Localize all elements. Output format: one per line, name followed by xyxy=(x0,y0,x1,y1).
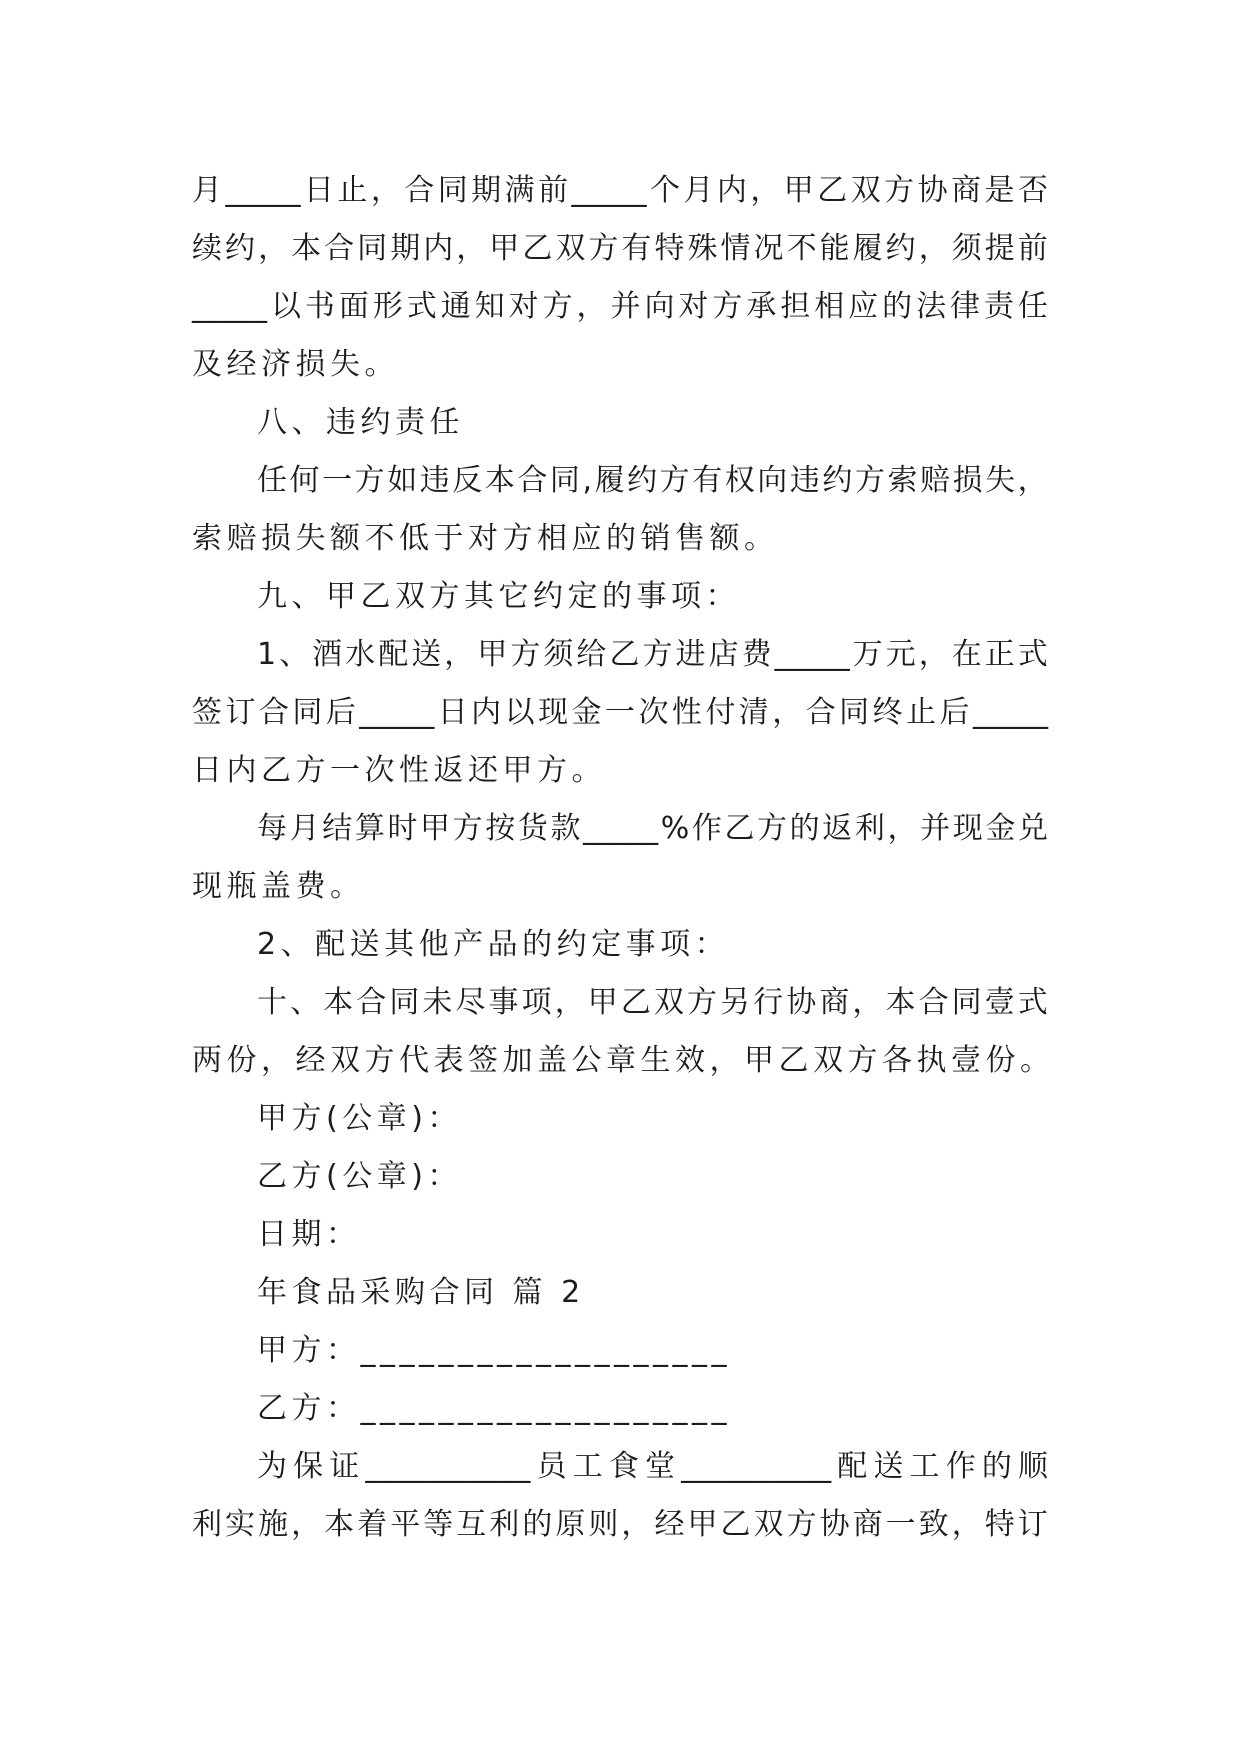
glyph: 协 xyxy=(819,1507,850,1542)
glyph: ， xyxy=(554,985,585,1020)
glyph: 费 xyxy=(741,637,772,672)
text-line: 甲方：___________________ xyxy=(257,1333,731,1368)
text-line xyxy=(192,220,1048,278)
glyph: 万 xyxy=(852,637,883,672)
glyph: 乙 xyxy=(620,985,651,1020)
glyph: 金 xyxy=(571,695,602,730)
glyph: _____ xyxy=(192,289,267,324)
glyph: 违 xyxy=(789,463,820,498)
glyph: 应 xyxy=(848,289,879,324)
glyph: 甲 xyxy=(587,985,618,1020)
glyph: 甲 xyxy=(687,1507,718,1542)
glyph: 以 xyxy=(270,289,301,324)
glyph: _____ xyxy=(359,695,435,730)
glyph: 款 xyxy=(550,811,581,846)
glyph: 金 xyxy=(985,811,1016,846)
glyph: 否 xyxy=(1017,173,1048,208)
glyph: ， xyxy=(444,637,475,672)
text-line xyxy=(192,278,1048,336)
glyph: 约 xyxy=(627,463,658,498)
glyph: 利 xyxy=(489,1507,520,1542)
glyph: 时 xyxy=(387,811,418,846)
glyph: 履 xyxy=(594,463,625,498)
glyph: 堂 xyxy=(644,1449,675,1484)
glyph: 同 xyxy=(839,695,870,730)
glyph: 甲 xyxy=(489,231,520,266)
glyph: 行 xyxy=(753,985,784,1020)
glyph: 承 xyxy=(746,289,777,324)
glyph: 内 xyxy=(423,231,454,266)
glyph: 须 xyxy=(543,637,574,672)
glyph: 方 xyxy=(687,985,718,1020)
glyph: 签 xyxy=(192,695,222,730)
glyph: 清 xyxy=(738,695,769,730)
glyph: 约 xyxy=(885,231,916,266)
glyph: 本 xyxy=(323,985,354,1020)
glyph: 本 xyxy=(324,1507,355,1542)
glyph: 期 xyxy=(390,231,421,266)
glyph: 期 xyxy=(471,173,502,208)
glyph: 内 xyxy=(716,173,747,208)
glyph: ， xyxy=(258,231,289,266)
document-page xyxy=(192,162,1055,1554)
glyph: ， xyxy=(951,1507,982,1542)
glyph: 后 xyxy=(325,695,356,730)
glyph: 乙 xyxy=(609,637,640,672)
glyph: 月 xyxy=(683,173,714,208)
glyph: 酒 xyxy=(312,637,343,672)
text-line xyxy=(192,626,1048,684)
glyph: 进 xyxy=(675,637,706,672)
glyph: 方 xyxy=(659,463,690,498)
glyph: ， xyxy=(456,231,487,266)
glyph: 尽 xyxy=(455,985,486,1020)
glyph: 付 xyxy=(705,695,736,730)
glyph: ， xyxy=(1017,463,1048,498)
glyph: ， xyxy=(918,231,949,266)
text-line: 日期： xyxy=(257,1217,361,1252)
glyph: 另 xyxy=(720,985,751,1020)
glyph: 、 xyxy=(290,985,321,1020)
glyph: 送 xyxy=(411,637,442,672)
glyph: 后 xyxy=(939,695,970,730)
glyph: 式 xyxy=(1017,985,1048,1020)
glyph: 方 xyxy=(642,637,673,672)
glyph: 本 xyxy=(885,985,916,1020)
glyph: 着 xyxy=(357,1507,388,1542)
text-line xyxy=(192,684,1048,742)
text-line: 两份，经双方代表签加盖公章生效，甲乙双方各执壹份。 xyxy=(192,1043,1055,1078)
glyph: 并 xyxy=(920,811,951,846)
glyph: 向 xyxy=(757,463,788,498)
glyph: 责 xyxy=(983,289,1014,324)
glyph: 权 xyxy=(724,463,755,498)
glyph: ， xyxy=(370,173,401,208)
glyph: 止 xyxy=(906,695,937,730)
glyph: 失 xyxy=(985,463,1016,498)
glyph: 赔 xyxy=(920,463,951,498)
glyph: 一 xyxy=(322,463,353,498)
glyph: 满 xyxy=(504,173,535,208)
glyph: 相 xyxy=(814,289,845,324)
glyph: 同 xyxy=(549,463,580,498)
glyph: 经 xyxy=(654,1507,685,1542)
glyph: 平 xyxy=(390,1507,421,1542)
glyph: 前 xyxy=(538,173,569,208)
glyph: 兑 xyxy=(1017,811,1048,846)
glyph: 有 xyxy=(621,231,652,266)
glyph: 送 xyxy=(873,1449,904,1484)
glyph: 给 xyxy=(576,637,607,672)
glyph: 顺 xyxy=(1017,1449,1048,1484)
glyph: 损 xyxy=(952,463,983,498)
glyph: 合 xyxy=(404,173,435,208)
glyph: 施 xyxy=(258,1507,289,1542)
glyph: 商 xyxy=(951,173,982,208)
glyph: 律 xyxy=(950,289,981,324)
glyph: 十 xyxy=(257,985,287,1020)
glyph: 现 xyxy=(538,695,569,730)
glyph: 次 xyxy=(638,695,669,730)
glyph: 对 xyxy=(508,289,539,324)
glyph: 每 xyxy=(257,811,287,846)
glyph: 提 xyxy=(984,231,1015,266)
glyph: 甲 xyxy=(477,637,508,672)
text-line: 2、配送其他产品的约定事项： xyxy=(257,927,730,962)
glyph: 货 xyxy=(517,811,548,846)
text-line: 乙方：___________________ xyxy=(257,1391,731,1426)
glyph: 员 xyxy=(536,1449,567,1484)
glyph: 形 xyxy=(372,289,403,324)
glyph: 是 xyxy=(984,173,1015,208)
glyph: , xyxy=(582,463,593,498)
glyph: 同 xyxy=(292,695,323,730)
glyph: 乙 xyxy=(817,173,848,208)
glyph: 食 xyxy=(608,1449,639,1484)
glyph: 须 xyxy=(951,231,982,266)
glyph: 店 xyxy=(708,637,739,672)
text-line: 乙方(公章)： xyxy=(257,1159,462,1194)
glyph: 壹 xyxy=(984,985,1015,1020)
text-line: 甲方(公章)： xyxy=(257,1101,462,1136)
glyph: 法 xyxy=(916,289,947,324)
glyph: _____ xyxy=(225,173,301,208)
glyph: 方 xyxy=(757,811,788,846)
glyph: 原 xyxy=(555,1507,586,1542)
glyph: 内 xyxy=(471,695,502,730)
glyph: 任 xyxy=(257,463,287,498)
glyph: 协 xyxy=(786,985,817,1020)
glyph: 合 xyxy=(324,231,355,266)
glyph: 保 xyxy=(293,1449,324,1484)
text-line xyxy=(192,452,1048,510)
glyph: 双 xyxy=(555,231,586,266)
glyph: 方 xyxy=(884,173,915,208)
glyph: 同 xyxy=(389,985,420,1020)
glyph: 现 xyxy=(952,811,983,846)
glyph: 等 xyxy=(423,1507,454,1542)
glyph: 合 xyxy=(805,695,836,730)
glyph: 终 xyxy=(872,695,903,730)
glyph: 个 xyxy=(649,173,680,208)
glyph: 况 xyxy=(753,231,784,266)
text-line: 现瓶盖费。 xyxy=(192,869,365,904)
glyph: 订 xyxy=(1017,1507,1048,1542)
glyph: 续 xyxy=(192,231,222,266)
text-line xyxy=(192,1438,1048,1496)
glyph: 合 xyxy=(356,985,387,1020)
glyph: 面 xyxy=(338,289,369,324)
glyph: 乙 xyxy=(522,231,553,266)
glyph: 乙 xyxy=(724,811,755,846)
glyph: _____ xyxy=(583,811,659,846)
glyph: 商 xyxy=(819,985,850,1020)
glyph: 本 xyxy=(291,231,322,266)
glyph: 担 xyxy=(780,289,811,324)
text-line xyxy=(192,1496,1048,1554)
glyph: 任 xyxy=(1017,289,1048,324)
glyph: 配 xyxy=(837,1449,868,1484)
glyph: 按 xyxy=(485,811,516,846)
text-line: 九、甲乙双方其它约定的事项： xyxy=(257,579,740,614)
glyph: 双 xyxy=(753,1507,784,1542)
glyph: 同 xyxy=(437,173,468,208)
glyph: 式 xyxy=(1017,637,1048,672)
glyph: 并 xyxy=(610,289,641,324)
glyph: 作 xyxy=(945,1449,976,1484)
glyph: ， xyxy=(772,695,803,730)
glyph: 结 xyxy=(322,811,353,846)
glyph: 甲 xyxy=(420,811,451,846)
glyph: 的 xyxy=(882,289,913,324)
glyph: 方 xyxy=(452,811,483,846)
glyph: 的 xyxy=(522,1507,553,1542)
glyph: 情 xyxy=(720,231,751,266)
glyph: 索 xyxy=(887,463,918,498)
text-line xyxy=(192,162,1048,220)
glyph: 合 xyxy=(258,695,289,730)
glyph: 水 xyxy=(345,637,376,672)
glyph: ， xyxy=(291,1507,322,1542)
glyph: 约 xyxy=(822,463,853,498)
glyph: 知 xyxy=(474,289,505,324)
glyph: 作 xyxy=(691,811,722,846)
glyph: 利 xyxy=(854,811,885,846)
text-line: 年食品采购合同 篇 2 xyxy=(257,1275,585,1310)
text-line: 及经济损失。 xyxy=(192,347,399,382)
text-line: 日内乙方一次性返还甲方。 xyxy=(192,753,606,788)
glyph: 、 xyxy=(279,637,310,672)
glyph: 性 xyxy=(671,695,702,730)
glyph: 方 xyxy=(854,463,885,498)
glyph: ， xyxy=(852,985,883,1020)
glyph: % xyxy=(660,811,690,846)
glyph: 算 xyxy=(354,811,385,846)
glyph: 致 xyxy=(918,1507,949,1542)
glyph: 对 xyxy=(678,289,709,324)
glyph: 方 xyxy=(510,637,541,672)
glyph: 有 xyxy=(692,463,723,498)
glyph: 双 xyxy=(653,985,684,1020)
glyph: 通 xyxy=(440,289,471,324)
glyph: 为 xyxy=(257,1449,287,1484)
glyph: 方 xyxy=(712,289,743,324)
glyph: 一 xyxy=(604,695,635,730)
glyph: __________ xyxy=(681,1449,832,1484)
glyph: 双 xyxy=(850,173,881,208)
glyph: ， xyxy=(576,289,607,324)
glyph: 乙 xyxy=(720,1507,751,1542)
text-line: 索赔损失额不低于对方相应的销售额。 xyxy=(192,521,779,556)
glyph: 工 xyxy=(572,1449,603,1484)
glyph: 协 xyxy=(917,173,948,208)
glyph: 能 xyxy=(819,231,850,266)
glyph: 元 xyxy=(885,637,916,672)
glyph: 同 xyxy=(357,231,388,266)
glyph: ， xyxy=(750,173,781,208)
glyph: 方 xyxy=(588,231,619,266)
glyph: 合 xyxy=(918,985,949,1020)
glyph: 未 xyxy=(422,985,453,1020)
glyph: 一 xyxy=(885,1507,916,1542)
glyph: 以 xyxy=(504,695,535,730)
glyph: ， xyxy=(887,811,918,846)
glyph: 日 xyxy=(303,173,334,208)
glyph: 式 xyxy=(406,289,437,324)
glyph: 利 xyxy=(192,1507,222,1542)
glyph: _____ xyxy=(972,695,1048,730)
glyph: 的 xyxy=(789,811,820,846)
glyph: 特 xyxy=(984,1507,1015,1542)
glyph: 反 xyxy=(452,463,483,498)
glyph: 项 xyxy=(521,985,552,1020)
glyph: 约 xyxy=(225,231,256,266)
glyph: 书 xyxy=(304,289,335,324)
glyph: 工 xyxy=(909,1449,940,1484)
glyph: ， xyxy=(918,637,949,672)
glyph: 在 xyxy=(951,637,982,672)
text-line: 八、违约责任 xyxy=(257,405,464,440)
glyph: 月 xyxy=(192,173,222,208)
glyph: 何 xyxy=(289,463,320,498)
glyph: 向 xyxy=(644,289,675,324)
glyph: 违 xyxy=(419,463,450,498)
glyph: 1 xyxy=(257,637,277,672)
glyph: ___________ xyxy=(365,1449,531,1484)
glyph: 方 xyxy=(354,463,385,498)
glyph: 本 xyxy=(484,463,515,498)
glyph: 方 xyxy=(786,1507,817,1542)
glyph: 互 xyxy=(456,1507,487,1542)
glyph: _____ xyxy=(774,637,850,672)
glyph: 则 xyxy=(588,1507,619,1542)
glyph: 同 xyxy=(951,985,982,1020)
glyph: 合 xyxy=(517,463,548,498)
text-line xyxy=(192,800,1048,858)
glyph: 日 xyxy=(437,695,468,730)
glyph: 返 xyxy=(822,811,853,846)
glyph: 订 xyxy=(225,695,256,730)
glyph: 正 xyxy=(984,637,1015,672)
glyph: ， xyxy=(621,1507,652,1542)
glyph: 履 xyxy=(852,231,883,266)
glyph: _____ xyxy=(571,173,647,208)
glyph: 商 xyxy=(852,1507,883,1542)
text-line xyxy=(192,974,1048,1032)
glyph: 不 xyxy=(786,231,817,266)
glyph: 事 xyxy=(488,985,519,1020)
glyph: 月 xyxy=(289,811,320,846)
glyph: 方 xyxy=(542,289,573,324)
glyph: 如 xyxy=(387,463,418,498)
glyph: 特 xyxy=(654,231,685,266)
glyph: 甲 xyxy=(783,173,814,208)
glyph: 证 xyxy=(329,1449,360,1484)
glyph: 殊 xyxy=(687,231,718,266)
glyph: 实 xyxy=(225,1507,256,1542)
glyph: 止 xyxy=(337,173,368,208)
glyph: 的 xyxy=(981,1449,1012,1484)
glyph: 前 xyxy=(1017,231,1048,266)
glyph: 配 xyxy=(378,637,409,672)
